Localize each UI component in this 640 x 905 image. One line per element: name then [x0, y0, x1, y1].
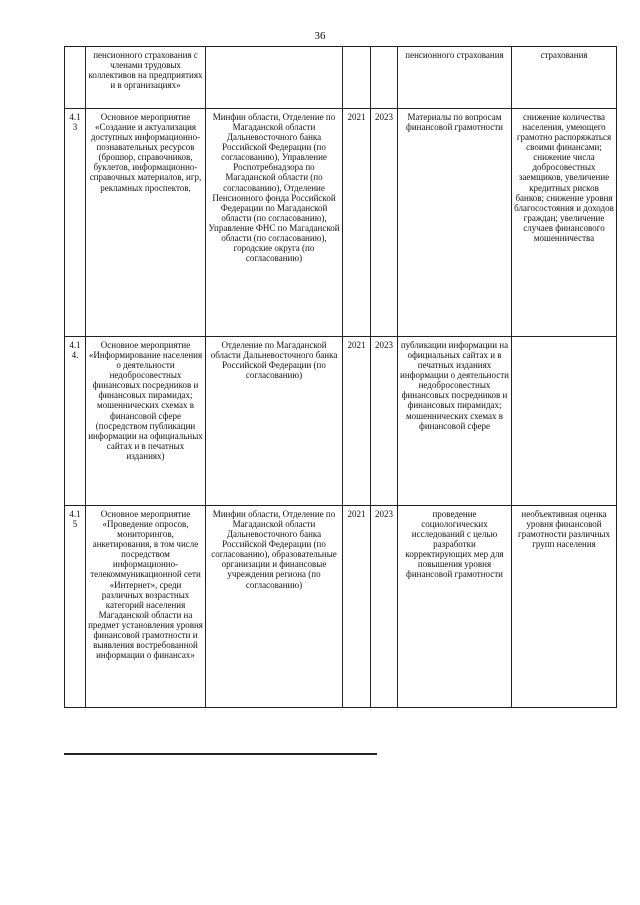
end-year-cell: [371, 47, 398, 109]
bottom-separator-line: [64, 753, 377, 755]
row-number: [65, 47, 86, 109]
table-row: [65, 109, 617, 337]
program-table: [64, 46, 617, 708]
row-number: 4.1 3: [65, 109, 86, 337]
indicator-cell: пенсионного страхования: [398, 47, 512, 109]
event-cell: Основное мероприятие «Информирование населения о деятельности недобросовестных финансовых посредников и финансовых пирамидах; мошеннических схемах в финансовой сфере (посредством публикации информации на официальных сайтах и в печатных изданиях): [86, 337, 206, 506]
indicator-cell: Материалы по вопросам финансовой грамотности: [398, 109, 512, 337]
end-year-cell: 2023: [371, 506, 398, 708]
event-cell: Основное мероприятие «Проведение опросов, мониторингов, анкетирования, в том числе посредством информационно-телекоммуникационной сети «Интернет», среди различных возрастных категорий населения Магаданской области на предмет установления уровня финансовой грамотности и выявления востребованной информации о финансах»: [86, 506, 206, 708]
end-year-cell: 2023: [371, 337, 398, 506]
row-number: 4.1 4.: [65, 337, 86, 506]
result-cell: снижение количества населения, умеющего грамотно распоряжаться своими финансами; снижение числа добросовестных заемщиков, увеличение кредитных рисков банков; снижение уровня благосостояния и доходов граждан; увеличение случаев финансового мошенничества: [512, 109, 617, 337]
executors-cell: Отделение по Магаданской области Дальневосточного банка Российской Федерации (по согласованию): [206, 337, 343, 506]
row-number: 4.1 5: [65, 506, 86, 708]
result-cell: страхования: [512, 47, 617, 109]
start-year-cell: [343, 47, 371, 109]
table-row: [65, 506, 617, 708]
start-year-cell: 2021: [343, 109, 371, 337]
event-cell: Основное мероприятие «Создание и актуализация доступных информационно-познавательных ресурсов (брошюр, справочников, буклетов, информационно-справочных материалов, игр, рекламных проспектов,: [86, 109, 206, 337]
table-row: [65, 337, 617, 506]
page-number: 36: [314, 30, 326, 42]
executors-cell: Минфин области, Отделение по Магаданской области Дальневосточного банка Российской Федерации (по согласованию), образовательные организации и финансовые учреждения региона (по согласованию): [206, 506, 343, 708]
result-cell: необъективная оценка уровня финансовой грамотности различных групп населения: [512, 506, 617, 708]
indicator-cell: публикации информации на официальных сайтах и в печатных изданиях информации о деятельности недобросовестных финансовых посредников и финансовых пирамидах; мошеннических схемах в финансовой сфере: [398, 337, 512, 506]
table-row: [65, 47, 617, 109]
executors-cell: [206, 47, 343, 109]
event-cell: пенсионного страхования с членами трудовых коллективов на предприятиях и в организациях»: [86, 47, 206, 109]
executors-cell: Минфин области, Отделение по Магаданской области Дальневосточного банка Российской Федерации (по согласованию), Управление Роспотребнадзора по Магаданской области (по согласованию), Отделение Пенсионного фонда Российской Федерации по Магаданской области (по согласованию), Управление ФНС по Магаданской области (по согласованию), городские округа (по согласованию): [206, 109, 343, 337]
end-year-cell: 2023: [371, 109, 398, 337]
start-year-cell: 2021: [343, 506, 371, 708]
indicator-cell: проведение социологических исследований с целью разработки корректирующих мер для повышения уровня финансовой грамотности: [398, 506, 512, 708]
start-year-cell: 2021: [343, 337, 371, 506]
result-cell: [512, 337, 617, 506]
